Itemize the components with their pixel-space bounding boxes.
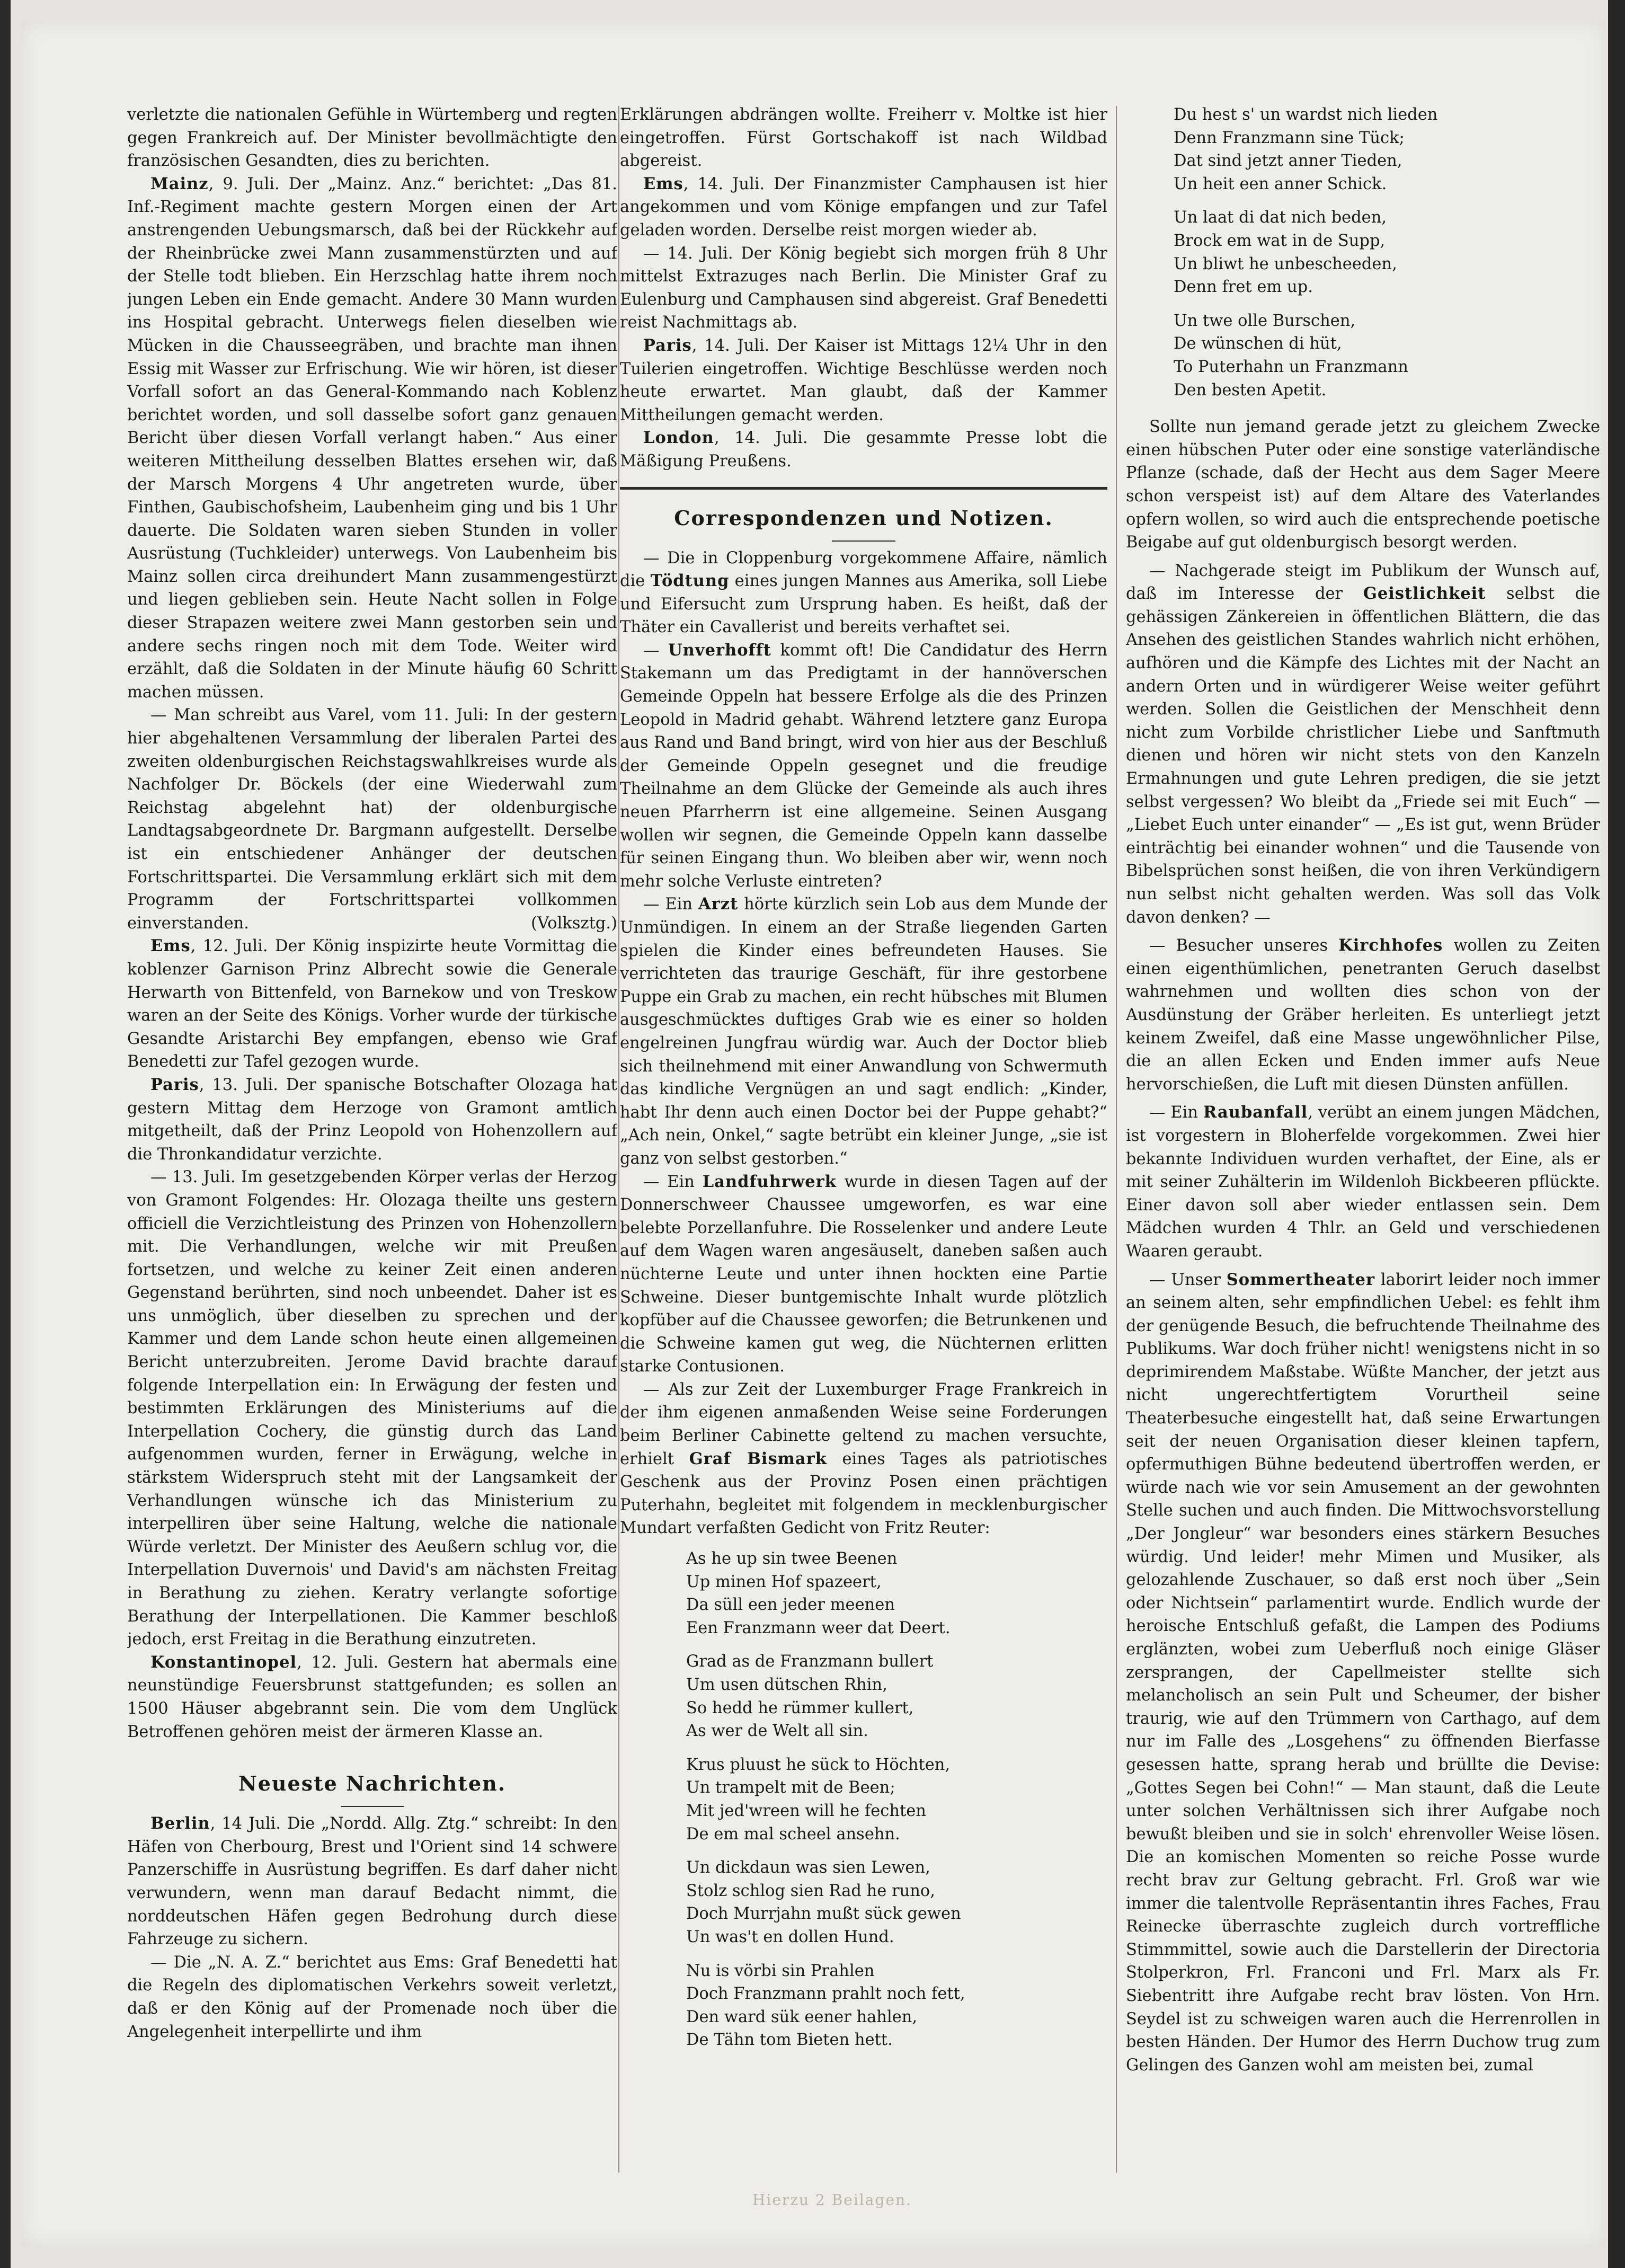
- section-heading: Neueste Nachrichten.: [238, 1771, 506, 1796]
- dateline: Paris: [150, 1075, 199, 1094]
- column-1: [127, 103, 617, 2196]
- poem-line: Denn Franzmann sine Tück;: [1174, 128, 1405, 147]
- article-paris: Paris, 13. Juli. Der spanische Botschafter Olozaga hat gestern Mittag dem Herzoge von Gramont amtlich mitgetheilt, daß der Prinz Leopold von Hohenzollern auf die Thronkandidatur verzichte.: [127, 1075, 617, 1164]
- poem-line: Un trampelt mit de Been;: [686, 1778, 895, 1797]
- poem-line: De wünschen di hüt,: [1174, 334, 1342, 353]
- poem-line: Un was't en dollen Hund.: [686, 1927, 894, 1946]
- poem-line: Grad as de Franzmann bullert: [686, 1652, 934, 1671]
- keyword: Tödtung: [650, 571, 730, 591]
- notice-bismark: — Als zur Zeit der Luxemburger Frage Frankreich in der ihm eigenen anmaßenden Weise seine Forderungen beim Berliner Cabinette geltend zu machen versuchte, erhielt Graf Bismark eines Tages als patriotisches Geschenk aus der Provinz Posen einen prächtigen Puterhahn, begleitet mit folgendem in mecklenburgischer Mundart verfaßten Gedicht von Fritz Reuter:: [620, 1380, 1107, 1538]
- poem-stanza: [686, 1650, 1107, 1742]
- article-paragraph: Sollte nun jemand gerade jetzt zu gleichem Zwecke einen hübschen Puter oder eine sonstige vaterländische Pflanze (schade, daß der Hecht aus dem Sager Meere schon verspeist ist) auf dem Altare des Vaterlandes opfern wollen, so wird auch die entsprechende poetische Beigabe auf gut oldenburgisch besorgt werden.: [1126, 418, 1600, 552]
- poem-line: Da süll een jeder meenen: [686, 1596, 895, 1615]
- keyword: Arzt: [698, 894, 739, 914]
- poem-line: Mit jed'wreen will he fechten: [686, 1801, 926, 1820]
- dateline: Berlin: [150, 1814, 210, 1833]
- notice-landfuhrwerk: — Ein Landfuhrwerk wurde in diesen Tagen auf der Donnerschweer Chaussee umgeworfen, es war eine belebte Porzellanfuhre. Die Rosselenker und andere Leute auf dem Wagen waren angesäuselt, daneben saßen auch nüchterne Leute und unter ihnen hockten eine Partie Schweine. Dieser buntgemischte Inhalt wurde plötzlich kopfüber auf die Chaussee geworfen; die Betrunkenen und die Schweine kamen gut weg, die Nüchternen erlitten starke Contusionen.: [620, 1172, 1107, 1376]
- keyword: Raubanfall: [1203, 1103, 1308, 1122]
- poem-line: Nu is vörbi sin Prahlen: [686, 1961, 875, 1980]
- poem-line: Doch Murrjahn mußt sück gewen: [686, 1904, 961, 1924]
- dateline: London: [643, 428, 714, 448]
- keyword: Graf Bismark: [689, 1449, 827, 1468]
- column-3: [1126, 103, 1600, 2196]
- notice-arzt: — Ein Arzt hörte kürzlich sein Lob aus dem Munde der Unmündigen. In einem an der Straße liegenden Garten spielen die Kinder eines befreundeten Hauses. Sie verrichteten das traurige Geschäft, für ihre gestorbene Puppe ein Grab zu machen, ein recht hübsches mit Blumen ausgeschmücktes duftiges Grab wie es einer so holden engelreinen Jungfrau würdig war. Auch der Doctor blieb sich theilnehmend mit einer Anwandlung von Schwermuth das kindliche Vergnügen an und sagt endlich: „Kinder, habt Ihr denn auch einen Doctor bei der Puppe gehabt?“ „Ach nein, Onkel,“ sagte betrübt ein kleiner Junge, „sie ist ganz von selbst gestorben.“: [620, 894, 1107, 1168]
- article-mainz: Mainz, 9. Juli. Der „Mainz. Anz.“ berichtet: „Das 81. Inf.-Regiment machte gestern Morgen einen der Art anstrengenden Uebungsmarsch, daß bei der Rückkehr auf der Rheinbrücke zwei Mann zusammenstürzten und auf der Stelle todt blieben. Ein Herzschlag hatte ihrem noch jungen Leben ein Ende gemacht. Andere 30 Mann wurden ins Hospital gebracht. Unterwegs fielen dieselben wie Mücken in die Chausseegräben, und brachte man ihnen Essig mit Wasser zur Erfrischung. Wie wir hören, ist dieser Vorfall sofort an das General-Kommando nach Koblenz berichtet worden, und soll dasselbe sofort ganz genauen Bericht über diesen Vorfall verlangt haben.“ Aus einer weiteren Mittheilung desselben Blattes ersehen wir, daß der Marsch Morgens 4 Uhr angetreten wurde, über Finthen, Gaubischofsheim, Laubenheim ging und bis 1 Uhr dauerte. Die Soldaten waren sieben Stunden in voller Ausrüstung (Tuchkleider) unterwegs. Von Laubenheim bis Mainz sollen circa dreihundert Mann zusammengestürzt und liegen geblieben sein. Heute Nacht sollen in Folge dieser Strapazen weitere zwei Mann gestorben sein und andere sechs ringen noch mit dem Tode. Weiter wird erzählt, daß die Soldaten in der Minute häufig 60 Schritt machen müssen.: [127, 174, 617, 702]
- poem-line: As wer de Welt all sin.: [686, 1722, 868, 1741]
- poem-line: So hedd he rümmer kullert,: [686, 1698, 914, 1717]
- poem-line: Den ward sük eener hahlen,: [686, 2007, 918, 2026]
- article-varel: — Man schreibt aus Varel, vom 11. Juli: In der gestern hier abgehaltenen Versammlung der liberalen Partei des zweiten oldenburgischen Reichstagswahlkreises wurde als Nachfolger Dr. Böckels (der eine Wiederwahl zum Reichstag abgelehnt hat) der oldenburgische Landtagsabgeordnete Dr. Bargmann aufgestellt. Derselbe ist ein entschiedener Anhänger der deutschen Fortschrittspartei. Die Versammlung erklärt sich mit dem Programm der Fortschrittspartei vollkommen einverstanden. (Volksztg.): [127, 704, 617, 935]
- article-paragraph: — 14. Juli. Der König begiebt sich morgen früh 8 Uhr mittelst Extrazuges nach Berlin. Die Minister Graf zu Eulenburg und Camphausen sind abgereist. Graf Benedetti reist Nachmittags ab.: [620, 244, 1107, 332]
- poem-continued: [1126, 103, 1600, 402]
- article-berlin: Berlin, 14 Juli. Die „Nordd. Allg. Ztg.“ schreibt: In den Häfen von Cherbourg, Brest und l'Orient sind 14 schwere Panzerschiffe in Ausrüstung begriffen. Es darf daher nicht verwundern, wenn man darauf Bedacht nimmt, die norddeutschen Häfen gegen Bedrohung durch diese Fahrzeuge zu sichern.: [127, 1814, 617, 1949]
- keyword: Geistlichkeit: [1363, 584, 1486, 604]
- poem-stanza: [686, 1856, 1107, 1948]
- poem-line: Un laat di dat nich beden,: [1174, 208, 1387, 227]
- poem-line: Un bliwt he unbescheeden,: [1174, 254, 1397, 273]
- section-rule: [620, 487, 1107, 490]
- heading-rule: [341, 1806, 404, 1807]
- poem-line: Brock em wat in de Supp,: [1174, 231, 1386, 250]
- keyword: Unverhofft: [668, 640, 771, 660]
- poem-line: Du hest s' un wardst nich lieden: [1174, 105, 1438, 124]
- heading-rule: [832, 541, 895, 542]
- keyword: Sommertheater: [1226, 1270, 1375, 1289]
- article-paris: Paris, 14. Juli. Der Kaiser ist Mittags 12¼ Uhr in den Tuilerien eingetroffen. Wichtige Beschlüsse werden noch heute erwartet. Man glaubt, daß der Kammer Mittheilungen gemacht werden.: [620, 335, 1107, 424]
- poem-line: Doch Franzmann prahlt noch fett,: [686, 1984, 965, 2004]
- dateline: Paris: [643, 335, 692, 355]
- notice-raubanfall: — Ein Raubanfall, verübt an einem jungen Mädchen, ist vorgestern in Bloherfelde vorgekommen. Zwei hier bekannte Individuen wurden verhaftet, der Eine, als er mit seiner Zuhälterin im Wildenloh Bickbeeren pflückte. Einer davon soll aber wieder entlassen sein. Dem Mädchen wurden 4 Thlr. an Geld und verschiedenen Waaren geraubt.: [1126, 1103, 1600, 1261]
- dateline: Konstantinopel: [150, 1652, 297, 1672]
- poem-line: Un dickdaun was sien Lewen,: [686, 1858, 930, 1877]
- article-ems: Ems, 12. Juli. Der König inspizirte heute Vormittag die koblenzer Garnison Prinz Albrecht sowie die Generale Herwarth von Bittenfeld, von Barnekow und von Treskow waren an der Seite des Königs. Vorher wurde der türkische Gesandte Aristarchi Bey empfangen, ebenso wie Graf Benedetti zur Tafel gezogen wurde.: [127, 936, 617, 1071]
- poem-stanza: [686, 1960, 1107, 2052]
- poem-line: As he up sin twee Beenen: [686, 1549, 898, 1569]
- poem-line: Den besten Apetit.: [1174, 380, 1327, 400]
- keyword: Kirchhofes: [1338, 936, 1443, 955]
- poem: [620, 1547, 1107, 2052]
- section-heading: Correspondenzen und Notizen.: [674, 506, 1053, 530]
- poem-stanza: [1174, 206, 1600, 298]
- poem-stanza: [1174, 309, 1600, 402]
- dateline: Ems: [150, 936, 191, 956]
- column-rule: [1116, 106, 1117, 2173]
- source-credit: (Volksztg.): [531, 914, 617, 933]
- poem-line: Up minen Hof spazeert,: [686, 1572, 882, 1591]
- poem-line: Stolz schlog sien Rad he runo,: [686, 1881, 935, 1900]
- poem-line: Un heit een anner Schick.: [1174, 174, 1387, 193]
- poem-line: Krus pluust he sück to Höchten,: [686, 1755, 951, 1774]
- notice-sommertheater: — Unser Sommertheater laborirt leider noch immer an seinem alten, sehr empfindlichen Uebel: es fehlt ihm der genügende Besuch, die befruchtende Theilnahme des Publikums. War doch früher nicht! wenigstens nicht in so deprimirendem Maßstabe. Wüßte Mancher, der jetzt aus nicht ungerechtfertigtem Vorurtheil seine Theaterbesuche eingestellt hat, daß seine Erwartungen seit der neuen Organisation dieser kleinen tapfern, opfermuthigen Bühne bedeutend übertroffen werden, er würde nach wie vor sein Amusement an der gewohnten Stelle suchen und auch finden. Die Mittwochsvorstellung „Der Jongleur“ war besonders eines stärkern Besuches würdig. Und leider! mehr Mimen und Musiker, als gelozahlende Zuschauer, so daß erst noch über „Sein oder Nichtsein“ parlamentirt wurde. Endlich wurde der heroische Entschluß gefaßt, die Lampen des Podiums erglänzten, wobei zum Ueberfluß noch einige Gläser zersprangen, der Capellmeister stellte sich melancholisch an sein Pult und Scheumer, der bisher traurig, wie auf den Trümmern von Carthago, auf dem nur im Falle des „Losgehens“ zu öffnenden Bierfasse gesessen hatte, sprang herab und brüllte die Devise: „Gottes Segen bei Cohn!“ — Man staunt, daß die Leute unter solchen Verhältnissen sich ihrer Aufgabe noch bewußt bleiben und sie in solch' ehrenvoller Weise lösen. Die an komischen Momenten so reiche Posse wurde recht brav zur Geltung gebracht. Frl. Groß war wie immer die talentvolle Repräsentantin ihres Faches, Frau Reinecke überraschte zugleich durch vortreffliche Stimmmittel, sowie auch die Darstellerin der Directoria Stolperkron, Frl. Franconi und Frl. Marx als Fr. Siebentritt ihre Aufgabe recht brav lösten. Von Hrn. Seydel ist zu schweigen waren auch die Herrenrollen in besten Händen. Der Humor des Herrn Duchow trug zum Gelingen des Ganzen wohl am meisten bei, zumal: [1126, 1270, 1600, 2075]
- article-paragraph: verletzte die nationalen Gefühle in Würtemberg und regten gegen Frankreich auf. Der Minister bevollmächtigte den französischen Gesandten, dies zu berichten.: [127, 105, 617, 171]
- notice-geistlichkeit: — Nachgerade steigt im Publikum der Wunsch auf, daß im Interesse der Geistlichkeit selbst die gehässigen Zänkereien in öffentlichen Blättern, die das Ansehen des geistlichen Standes wahrlich nicht erhöhen, aufhören und die Kämpfe des Lichtes mit der Nacht an andern Orten und in würdigerer Weise weiter geführt werden. Sollen die Geistlichen der Menschheit denn nicht zum Vorbilde christlicher Liebe und Sanftmuth dienen und hören wir nicht stets von den Kanzeln Ermahnungen und gute Lehren predigen, die sie jetzt selbst vergessen? Wo bleibt da „Friede sei mit Euch“ — „Liebet Euch unter einander“ — „Es ist gut, wenn Brüder einträchtig bei einander wohnen“ und die Tausende von Bibelsprüchen sonst heißen, die von ihren Verkündigern nun selbst nicht gehalten werden. Was soll das Volk davon denken? —: [1126, 561, 1600, 927]
- notice-kirchhof: — Besucher unseres Kirchhofes wollen zu Zeiten einen eigenthümlichen, penetranten Geruch daselbst wahrnehmen und wollten dies schon von der Ausdünstung der Gräber herleiten. Es unterliegt jetzt keinem Zweifel, daß eine Masse ungewöhnlicher Pilse, die an allen Ecken und Enden immer aufs Neue hervorschießen, die Luft mit diesen Dünsten anfüllen.: [1126, 936, 1600, 1094]
- poem-line: Un twe olle Burschen,: [1174, 311, 1356, 330]
- dateline: Ems: [643, 174, 683, 193]
- scan-edge-right: [1608, 0, 1625, 2268]
- article-ems: Ems, 14. Juli. Der Finanzmister Camphausen ist hier angekommen und vom Könige empfangen und zur Tafel geladen worden. Derselbe reist morgen wieder ab.: [620, 174, 1107, 240]
- poem-line: De em mal scheel ansehn.: [686, 1824, 900, 1844]
- poem-stanza: [686, 1753, 1107, 1846]
- notice-unverhofft: — Unverhofft kommt oft! Die Candidatur des Herrn Stakemann um das Predigtamt in der hannöverschen Gemeinde Oppeln hat bessere Erfolge als die des Prinzen Leopold in Madrid gehabt. Während letztere ganz Europa aus Rand und Band bringt, wird von hier aus der Beschluß der Gemeinde Oppeln gesegnet und die freudige Theilnahme an dem Glücke der Gemeinde als auch ihres neuen Pfarrherrn ist eine allgemeine. Seinen Ausgang wollen wir segnen, die Gemeinde Oppeln kann dasselbe für seinen Eingang thun. Wo bleiben aber wir, wenn noch mehr solche Verluste eintreten?: [620, 640, 1107, 891]
- poem-line: To Puterhahn un Franzmann: [1174, 357, 1408, 376]
- poem-line: Dat sind jetzt anner Tieden,: [1174, 152, 1402, 171]
- article-london: London, 14. Juli. Die gesammte Presse lobt die Mäßigung Preußens.: [620, 428, 1107, 471]
- poem-stanza: [1174, 103, 1600, 196]
- article-paragraph: — Die „N. A. Z.“ berichtet aus Ems: Graf Benedetti hat die Regeln des diplomatischen Verkehrs soweit verletzt, daß er den König auf der Promenade noch über die Angelegenheit interpellirte und ihm: [127, 1953, 617, 2041]
- article-konstantinopel: Konstantinopel, 12. Juli. Gestern hat abermals eine neunstündige Feuersbrunst stattgefunden; es sollen an 1500 Häuser abgebrannt sein. Die vom dem Unglück Betroffenen gehören meist der ärmeren Klasse an.: [127, 1652, 617, 1741]
- poem-line: Een Franzmann weer dat Deert.: [686, 1618, 951, 1637]
- column-rule: [618, 106, 619, 2173]
- article-paragraph: Erklärungen abdrängen wollte. Freiherr v. Moltke ist hier eingetroffen. Fürst Gortschakoff ist nach Wildbad abgereist.: [620, 105, 1107, 171]
- keyword: Landfuhrwerk: [702, 1172, 837, 1191]
- newspaper-page: [21, 21, 1605, 2247]
- poem-line: Um usen dütschen Rhin,: [686, 1676, 887, 1694]
- article-paragraph: — 13. Juli. Im gesetzgebenden Körper verlas der Herzog von Gramont Folgendes: Hr. Olozaga theilte uns gestern officiell die Verzichtleistung des Prinzen von Hohenzollern mit. Die Verhandlungen, welche wir mit Preußen fortsetzen, und welche zu keiner Zeit einen anderen Gegenstand berührten, sind noch unbeendet. Daher ist es uns unmöglich, über dieselben zu sprechen und der Kammer und dem Lande schon heute einen allgemeinen Bericht unterzubreiten. Jerome David brachte darauf folgende Interpellation ein: In Erwägung der festen und bestimmten Erklärungen des Ministeriums auf die Interpellation Cochery, die günstig durch das Land aufgenommen wurden, ferner in Erwägung, welche in stärkstem Widerspruch steht mit der Langsamkeit der Verhandlungen wünsche ich das Ministerium zu interpelliren über seine Haltung, welche die nationale Würde verletzt. Der Minister des Aeußern schlug vor, die Interpellation Duvernois' und David's am nächsten Freitag in Berathung zu ziehen. Keratry verlangte sofortige Berathung der Interpellationen. Die Kammer beschloß jedoch, erst Freitag in die Berathung einzutreten.: [127, 1168, 617, 1649]
- footer-note: Hierzu 2 Beilagen.: [752, 2191, 912, 2209]
- poem-line: De Tähn tom Bieten hett.: [686, 2031, 893, 2050]
- poem-stanza: [686, 1547, 1107, 1640]
- poem-line: Denn fret em up.: [1174, 278, 1313, 297]
- column-2: [620, 103, 1107, 2196]
- notice-toedtung: — Die in Cloppenburg vorgekommene Affaire, nämlich die Tödtung eines jungen Mannes aus Amerika, soll Liebe und Eifersucht zum Ursprung haben. Es heißt, daß der Thäter ein Cavallerist und bereits verhaftet sei.: [620, 548, 1107, 637]
- dateline: Mainz: [150, 174, 209, 193]
- scan-edge-left: [0, 0, 11, 2268]
